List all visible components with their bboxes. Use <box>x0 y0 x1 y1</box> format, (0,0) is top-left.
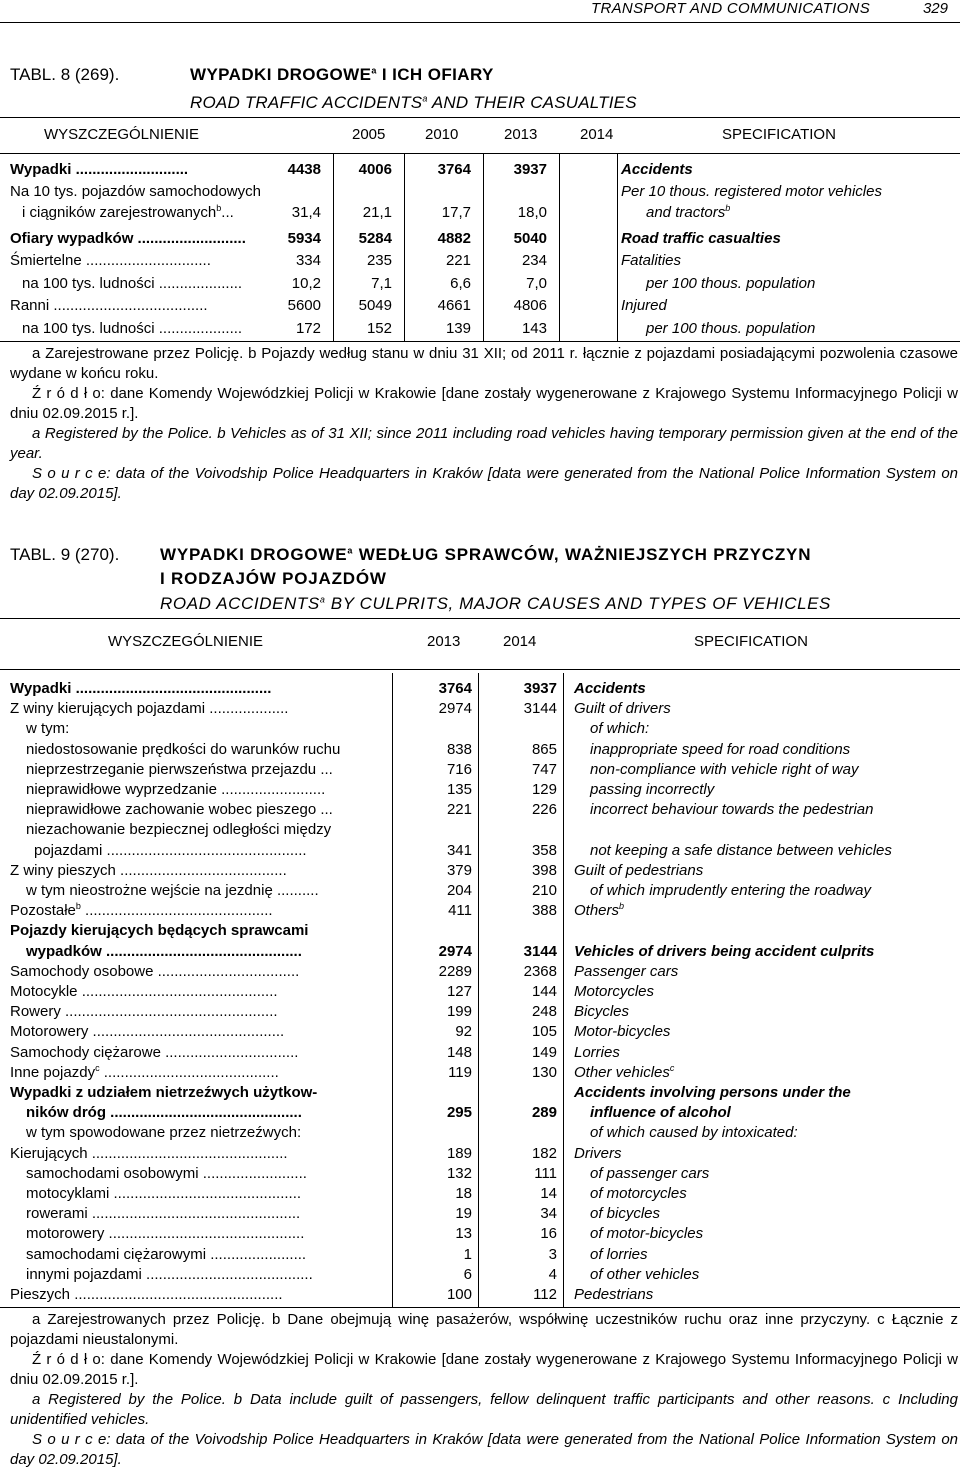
table9-value: 289 <box>531 1104 557 1121</box>
table9-row-label-en <box>574 943 874 960</box>
table9-row-label-en-text: influence of alcohol <box>590 1104 731 1121</box>
table9-value: 379 <box>446 862 472 879</box>
table9-row-label-text: w tym nieostrożne wejście na jezdnię .......... <box>26 882 319 899</box>
table8-value: 31,4 <box>291 204 321 221</box>
table9-row-label-en-text: Bicycles <box>574 1003 630 1020</box>
table9-value: 865 <box>531 741 557 758</box>
table9-value: 3144 <box>523 700 557 717</box>
table9-row-label-en <box>590 1104 731 1121</box>
table9-row-label-en-text: of passenger cars <box>590 1165 710 1182</box>
table9-value: 221 <box>446 801 472 818</box>
table9-row-label-en-text: of which imprudently entering the roadway <box>590 882 871 899</box>
table9-row-label-en <box>574 1003 629 1020</box>
footnote-marker: c <box>95 1064 100 1073</box>
table8-header-2010: 2010 <box>425 126 459 143</box>
table8-row-label-en <box>621 297 667 314</box>
table8-value: 4882 <box>437 230 471 247</box>
table9-value: 388 <box>531 902 557 919</box>
table9-value: 189 <box>446 1145 472 1162</box>
table9-notes <box>10 1310 958 1470</box>
table9-row-label <box>26 761 333 778</box>
table9-row-label-en-text: Others <box>574 902 620 919</box>
table9-row-label-text: samochodami osobowymi ......................... <box>26 1165 307 1182</box>
table9-row-label-en <box>590 801 874 818</box>
table8-row-label-en <box>621 252 681 269</box>
table8-value: 334 <box>295 252 321 269</box>
table9-row-label-en-text: of motorcycles <box>590 1185 687 1202</box>
table9-row-label <box>10 700 288 717</box>
table9-row-label-text: Motocykle ............................................... <box>10 983 278 1000</box>
table8-value: 4438 <box>287 161 321 178</box>
table9-value: 1 <box>463 1246 472 1263</box>
table9-value: 838 <box>446 741 472 758</box>
table9-row-label-en-text: of which caused by intoxicated: <box>590 1124 798 1141</box>
table9-value: 16 <box>540 1225 557 1242</box>
table9-row-label-text: nieprawidłowe zachowanie wobec pieszego ... <box>26 801 333 818</box>
table9-title-pl: WYPADKI DROGOWE$^a$ WEDŁUG SPRAWCÓW, WAŻNIEJSZYCH PRZYCZYN <box>160 545 812 564</box>
table9-row-label-en-text: not keeping a safe distance between vehicles <box>590 842 892 859</box>
table9-row-label-en-text: passing incorrectly <box>590 781 715 798</box>
table8-header-pl: WYSZCZEGÓLNIENIE <box>44 126 200 143</box>
footnote-marker: b <box>619 901 625 911</box>
table9-row-label-en-text: Guilt of drivers <box>574 700 671 717</box>
table9-value: 341 <box>446 842 472 859</box>
table9-value: 130 <box>531 1064 557 1081</box>
table9-row-label-text: nieprzestrzeganie pierwszeństwa przejazdu ... <box>26 761 333 778</box>
table8-row-label <box>10 252 211 269</box>
table9-row-label-text: Z winy kierujących pojazdami ................... <box>10 700 289 717</box>
table8-row-label-en-text: Injured <box>621 297 667 314</box>
table9-row-label-en <box>574 680 646 697</box>
table9-row-label <box>26 781 325 798</box>
table9-value: 199 <box>446 1003 472 1020</box>
table9-row-label <box>10 1023 284 1040</box>
table9-row-label <box>10 1084 317 1101</box>
table9-row-label-en-text: of lorries <box>590 1246 648 1263</box>
table9-value: 3 <box>548 1246 557 1263</box>
table9-value: 92 <box>455 1023 472 1040</box>
table9-value: 3937 <box>523 680 557 697</box>
table9-header-en: SPECIFICATION <box>694 633 808 650</box>
table8-row-label-en-text: Fatalities <box>621 252 682 269</box>
table9-value: 411 <box>448 902 472 919</box>
table8-body <box>0 153 960 342</box>
table9-row-label-en-text: Lorries <box>574 1044 620 1061</box>
table9-value: 295 <box>446 1104 472 1121</box>
table9-row-label <box>10 983 278 1000</box>
table9-row-label-en-text: Vehicles of drivers being accident culprits <box>574 943 875 960</box>
table9-row-label-en-text: Motorcycles <box>574 983 655 1000</box>
table8-value: 4806 <box>513 297 547 314</box>
table8-row-label <box>22 275 242 292</box>
table9-value: 144 <box>531 983 557 1000</box>
table9-value: 204 <box>446 882 472 899</box>
table9-value: 19 <box>455 1205 472 1222</box>
table8-header-2005: 2005 <box>352 126 386 143</box>
table9-row-label-text: Samochody ciężarowe ................................ <box>10 1044 299 1061</box>
table9-row-label-en <box>590 1205 660 1222</box>
table9-row-label-en <box>574 963 678 980</box>
table9-row-label-en <box>590 720 649 737</box>
table9-header <box>0 618 960 670</box>
table8-row-label-en-text: per 100 thous. population <box>646 275 816 292</box>
table8-value: 5934 <box>287 230 321 247</box>
table9-value: 716 <box>446 761 472 778</box>
table8-note: a Registered by the Police. b Vehicles as of 31 XII; since 2011 including road vehicles having temporary permission given at the end of the year. <box>10 425 958 462</box>
table9-row-label-text: samochodami ciężarowymi ....................... <box>26 1246 307 1263</box>
table9-value: 3144 <box>523 943 557 960</box>
table9-row-label <box>26 720 69 737</box>
table8-value: 7,0 <box>526 275 547 292</box>
page-header-title: TRANSPORT AND COMMUNICATIONS <box>591 0 870 17</box>
table8-row-label-en <box>621 161 693 178</box>
table8-row-label-en <box>621 183 882 200</box>
table8-id: TABL. 8 (269). <box>10 65 120 84</box>
table9-row-label-en-text: of other vehicles <box>590 1266 700 1283</box>
table9-row-label-en <box>590 1185 687 1202</box>
table8-value: 21,1 <box>362 204 392 221</box>
page-header <box>0 0 960 23</box>
table8-title-pl: WYPADKI DROGOWE$^a$ I ICH OFIARY <box>190 65 494 84</box>
table9-note: a Registered by the Police. b Data include guilt of passengers, fellow delinquent traffic participants and other reasons. c Including unidentified vehicles. <box>10 1391 958 1428</box>
table8-row-label <box>10 230 246 247</box>
table9-value: 18 <box>455 1185 472 1202</box>
footnote-marker: b <box>216 203 222 213</box>
table9-value: 2974 <box>438 700 472 717</box>
table8-value: 139 <box>445 320 471 337</box>
table9-row-label <box>10 1286 283 1303</box>
table8-value: 172 <box>295 320 321 337</box>
table9-value: 14 <box>540 1185 557 1202</box>
table8-notes <box>10 344 958 504</box>
table8-row-label-dots: ... <box>221 204 234 221</box>
table9-divider <box>478 673 479 1307</box>
table9-value: 127 <box>446 983 472 1000</box>
table9-row-label <box>26 1165 307 1182</box>
table9-header-2014: 2014 <box>503 633 537 650</box>
table8-row-label-text: Śmiertelne .............................. <box>10 252 211 269</box>
table9-row-label-text: niezachowanie bezpiecznej odległości między <box>26 821 332 838</box>
table8-divider <box>333 153 334 341</box>
table8-note: S o u r c e: data of the Voivodship Police Headquarters in Kraków [data were generated from the National Police Information System on day 02.09.2015]. <box>10 465 958 502</box>
table8-value: 5600 <box>287 297 321 314</box>
table9-value: 6 <box>463 1266 472 1283</box>
table9-row-label <box>10 902 273 919</box>
table8-row-label-en <box>646 204 730 221</box>
table8-value: 3937 <box>513 161 547 178</box>
table9-value: 226 <box>531 801 557 818</box>
table9-row-label <box>34 842 307 859</box>
table8-value: 234 <box>521 252 547 269</box>
table9-value: 132 <box>446 1165 472 1182</box>
table9-row-label-en <box>574 1286 653 1303</box>
table9-row-label-text: w tym: <box>26 720 70 737</box>
table9-row-label <box>26 1124 301 1141</box>
table9-row-label <box>10 922 308 939</box>
table9-title-pl-line2: I RODZAJÓW POJAZDÓW <box>160 569 387 588</box>
page-number: 329 <box>922 0 948 17</box>
table9-row-label-en-text: of which: <box>590 720 650 737</box>
table9-row-label-en <box>590 1246 648 1263</box>
table9-row-label-en <box>574 700 671 717</box>
table9-value: 129 <box>531 781 557 798</box>
footnote-marker: c <box>669 1063 675 1073</box>
footnote-marker: b <box>75 902 81 911</box>
table9-row-label-en <box>590 1165 709 1182</box>
table9-row-label <box>26 1246 306 1263</box>
table8-row-label-text: Na 10 tys. pojazdów samochodowych <box>10 183 261 200</box>
table9-row-label-en <box>590 882 871 899</box>
table8-value: 17,7 <box>441 204 471 221</box>
table8-value: 5049 <box>358 297 392 314</box>
table9-row-label <box>26 1225 304 1242</box>
table8-row-label-en <box>646 320 815 337</box>
table8-row-label <box>10 161 188 178</box>
table9-row-label <box>26 741 340 758</box>
table9-row-label-en <box>590 1266 699 1283</box>
table9-row-label-text: niedostosowanie prędkości do warunków ruchu <box>26 741 341 758</box>
table9-value: 2974 <box>438 943 472 960</box>
table9-row-label-text: Pieszych .................................................. <box>10 1286 283 1303</box>
table9-value: 3764 <box>438 680 472 697</box>
table9-row-label <box>26 1185 301 1202</box>
table9-divider <box>563 673 564 1307</box>
table9-row-label-en-text: incorrect behaviour towards the pedestrian <box>590 801 874 818</box>
table9-row-label-text: Wypadki ............................................... <box>10 680 272 697</box>
table9-row-label-en-text: Pedestrians <box>574 1286 654 1303</box>
table8-row-label-text: Wypadki ........................... <box>10 161 189 178</box>
table9-row-label-en-text: Accidents involving persons under the <box>574 1084 851 1101</box>
table9-value: 119 <box>448 1064 472 1081</box>
table9-row-label-text: pojazdami ................................................ <box>34 842 307 859</box>
table8-value: 4661 <box>437 297 471 314</box>
table8-value: 6,6 <box>450 275 471 292</box>
table9-row-label-text: innymi pojazdami ........................................ <box>26 1266 313 1283</box>
table8-header-2014: 2014 <box>580 126 614 143</box>
table9-value: 2289 <box>438 963 472 980</box>
table9-value: 135 <box>446 781 472 798</box>
table8-row-label-text: Ofiary wypadków .......................... <box>10 230 246 247</box>
table9-row-label-text: rowerami .................................................. <box>26 1205 301 1222</box>
table9-row-label <box>26 1205 300 1222</box>
table9-value: 111 <box>534 1165 557 1182</box>
table9-value: 4 <box>548 1266 557 1283</box>
table8-row-label-en-text: Accidents <box>621 161 693 178</box>
table9-row-label-en <box>574 983 654 1000</box>
table9-value: 358 <box>531 842 557 859</box>
table9-row-label-text: ników dróg .............................................. <box>26 1104 302 1121</box>
table9-row-label-en-text: Guilt of pedestrians <box>574 862 704 879</box>
table8-header <box>0 117 960 154</box>
table9-row-label-text: Motorowery .............................................. <box>10 1023 285 1040</box>
table9-row-label-en <box>590 1124 798 1141</box>
table9-note: Ź r ó d ł o: dane Komendy Wojewódzkiej Policji w Krakowie [dane zostały wygenerowane z Krajowego Systemu Informacyjnego Policji w dniu 02.09.2015 r.]. <box>10 1351 958 1388</box>
table9-row-label-text: Pozostałe <box>10 902 76 919</box>
table9-row-label <box>26 1104 302 1121</box>
table9-row-label-text: Kierujących ............................................... <box>10 1145 288 1162</box>
table9-body <box>0 673 960 1308</box>
table9-row-label-en <box>574 862 703 879</box>
table9-row-label-text: Z winy pieszych ........................................ <box>10 862 287 879</box>
table8-value: 18,0 <box>517 204 547 221</box>
table8-note: Ź r ó d ł o: dane Komendy Wojewódzkiej Policji w Krakowie [dane zostały wygenerowane z Krajowego Systemu Informacyjnego Policji w dniu 02.09.2015 r.]. <box>10 385 958 422</box>
table9-row-label-en <box>590 761 858 778</box>
table8-row-label-en <box>621 230 781 247</box>
table9-divider <box>392 673 393 1307</box>
table9-row-label-en-text: Drivers <box>574 1145 622 1162</box>
table8-row-label-en-text: Per 10 thous. registered motor vehicles <box>621 183 882 200</box>
table9-value: 100 <box>446 1286 472 1303</box>
table8-row-label-text: na 100 tys. ludności .................... <box>22 320 243 337</box>
table8-note: a Zarejestrowane przez Policję. b Pojazdy według stanu w dniu 31 XII; od 2011 r. łącznie z pojazdami posiadającymi pozwolenia czasowe wydane w końcu roku. <box>10 345 958 382</box>
table9-row-label-en-text: of motor-bicycles <box>590 1225 704 1242</box>
table8-row-label-text: Ranni ..................................... <box>10 297 208 314</box>
table9-row-label-en <box>574 1084 851 1101</box>
table8-value: 152 <box>366 320 392 337</box>
table9-row-label <box>10 1044 298 1061</box>
table9-row-label <box>26 882 319 899</box>
table9-row-label-en <box>574 1145 622 1162</box>
table9-row-label-en <box>590 741 850 758</box>
table9-row-label-text: Rowery ................................................... <box>10 1003 278 1020</box>
table8-divider <box>483 153 484 341</box>
table9-row-label-dots: .......................................... <box>99 1064 279 1081</box>
table9-row-label-text: Pojazdy kierujących będących sprawcami <box>10 922 309 939</box>
table8-row-label <box>22 320 242 337</box>
table9-row-label-text: wypadków ............................................... <box>26 943 302 960</box>
table9-row-label <box>26 1266 313 1283</box>
table9-header-2013: 2013 <box>427 633 461 650</box>
table9-row-label-en <box>574 902 624 919</box>
table9-title-en: ROAD ACCIDENTS$^a$ BY CULPRITS, MAJOR CAUSES AND TYPES OF VEHICLES <box>160 594 831 613</box>
table8-row-label-en-text: per 100 thous. population <box>646 320 816 337</box>
table8-value: 5284 <box>358 230 392 247</box>
table9-row-label-en <box>574 1023 670 1040</box>
table8-divider <box>617 153 618 341</box>
table8-value: 235 <box>366 252 392 269</box>
table9-row-label-en <box>574 1064 674 1081</box>
table9-row-label-en-text: Motor-bicycles <box>574 1023 671 1040</box>
table9-value: 105 <box>531 1023 557 1040</box>
table8-row-label <box>10 183 261 200</box>
table8-value: 7,1 <box>371 275 392 292</box>
table9-value: 34 <box>540 1205 557 1222</box>
table9-row-label-en <box>590 781 714 798</box>
table9-header-pl: WYSZCZEGÓLNIENIE <box>108 633 264 650</box>
table8-divider <box>559 153 560 341</box>
table8-row-label-en-text: Road traffic casualties <box>621 230 781 247</box>
table8-row-label-en-text: and tractors <box>646 204 726 221</box>
table9-row-label <box>26 943 302 960</box>
table9-row-label-text: Samochody osobowe .................................. <box>10 963 300 980</box>
table9-value: 248 <box>531 1003 557 1020</box>
table8-value: 5040 <box>513 230 547 247</box>
table9-row-label-text: motorowery ............................................... <box>26 1225 305 1242</box>
table9-note: S o u r c e: data of the Voivodship Police Headquarters in Kraków [data were generated from the National Police Information System on day 02.09.2015]. <box>10 1431 958 1468</box>
table9-value: 148 <box>446 1044 472 1061</box>
table9-row-label-text: Inne pojazdy <box>10 1064 96 1081</box>
table9-row-label-en-text: non-compliance with vehicle right of way <box>590 761 859 778</box>
table8-header-en: SPECIFICATION <box>722 126 836 143</box>
table9-row-label-en-text: inappropriate speed for road conditions <box>590 741 851 758</box>
table8-divider <box>404 153 405 341</box>
table9-row-label-text: nieprawidłowe wyprzedzanie ......................... <box>26 781 326 798</box>
table9-row-label <box>10 1145 288 1162</box>
table9-row-label-en-text: Other vehicles <box>574 1064 670 1081</box>
table9-row-label-text: w tym spowodowane przez nietrzeźwych: <box>26 1124 302 1141</box>
table9-value: 149 <box>531 1044 557 1061</box>
table9-row-label <box>10 1064 279 1081</box>
table8-title-en: ROAD TRAFFIC ACCIDENTS$^a$ AND THEIR CASUALTIES <box>190 93 637 112</box>
table9-row-label <box>10 1003 278 1020</box>
table8-row-label <box>10 297 208 314</box>
table9-row-label <box>26 821 331 838</box>
table8-value: 143 <box>521 320 547 337</box>
table8-value: 4006 <box>358 161 392 178</box>
table9-row-label-text: motocyklami ............................................. <box>26 1185 302 1202</box>
table9-row-label-en <box>590 1225 703 1242</box>
table8-row-label-text: na 100 tys. ludności .................... <box>22 275 243 292</box>
table8-value: 3764 <box>437 161 471 178</box>
table9-id: TABL. 9 (270). <box>10 545 120 564</box>
table9-value: 13 <box>455 1225 472 1242</box>
table9-row-label-en-text: of bicycles <box>590 1205 661 1222</box>
table8-row-label-text: i ciągników zarejestrowanych <box>22 204 217 221</box>
table9-value: 398 <box>531 862 557 879</box>
table9-row-label <box>10 862 287 879</box>
footnote-marker: b <box>725 203 731 213</box>
table8-value: 10,2 <box>291 275 321 292</box>
table8-header-2013: 2013 <box>504 126 538 143</box>
table8-row-label <box>22 204 234 221</box>
table9-value: 747 <box>531 761 557 778</box>
table9-value: 210 <box>531 882 557 899</box>
table9-value: 2368 <box>523 963 557 980</box>
table9-row-label-en <box>590 842 892 859</box>
table9-row-label-en <box>574 1044 620 1061</box>
table9-value: 182 <box>531 1145 557 1162</box>
table9-row-label-text: Wypadki z udziałem nietrzeźwych użytkow- <box>10 1084 318 1101</box>
table9-row-label <box>26 801 333 818</box>
table9-row-label-en-text: Passenger cars <box>574 963 679 980</box>
table9-row-label-en-text: Accidents <box>574 680 646 697</box>
table9-note: a Zarejestrowanych przez Policję. b Dane obejmują winę pasażerów, współwinę uczestników ruchu oraz inne przyczyny. c Łącznie z pojazdami nieustalonymi. <box>10 1311 958 1348</box>
table9-row-label <box>10 680 271 697</box>
table9-row-label-dots: ............................................. <box>80 902 273 919</box>
table8-value: 221 <box>445 252 471 269</box>
table9-row-label <box>10 963 299 980</box>
table9-value: 112 <box>533 1286 557 1303</box>
table8-row-label-en <box>646 275 815 292</box>
